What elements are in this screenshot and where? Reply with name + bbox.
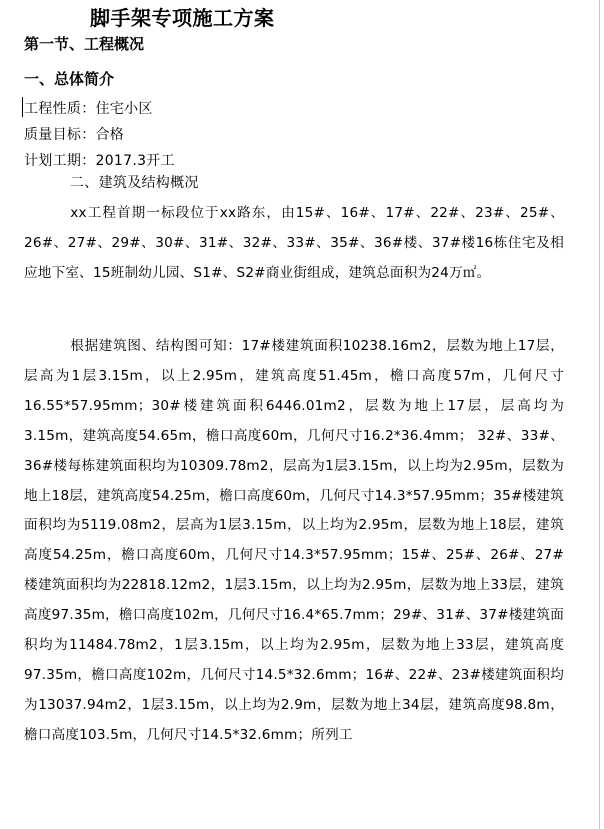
paragraph-building-details[interactable]: 根据建筑图、结构图可知：17#楼建筑面积10238.16m2，层数为地上17层，层高为1层3.15m，以上2.95m，建筑高度51.45m，檐口高度57m，几何尺寸16.55*57.95mm；30#楼建筑面积6446.01m2，层数为地上17层，层高均为3.15m，建筑高度54.65m，檐口高度60m，几何尺寸16.2*36.4mm； 32#、33#、36#楼每栋建筑面积均为10309.78m2，层高为1层3.15m，以上均为2.95m，层数为地上18层，建筑高度54.25m，檐口高度60m，几何尺寸14.3*57.95mm；35#楼建筑面积均为5119.08m2，层高为1层3.15m，以上均为2.95m，层数为地上18层，建筑高度54.25m，檐口高度60m，几何尺寸14.3*57.95mm；15#、25#、26#、27#楼建筑面积均为22818.12m2，1层3.15m，以上均为2.95m，层数为地上33层，建筑高度97.35m，檐口高度102m，几何尺寸16.4*65.7mm；29#、31#、37#楼建筑面积均为11484.78m2，1层3.15m，以上均为2.95m，层数为地上33层，建筑高度97.35m，檐口高度102m，几何尺寸14.5*32.6mm；16#、22#、23#楼建筑面积均为13037.94m2，1层3.15m，以上均为2.9m，层数为地上34层，建筑高度98.8m，檐口高度103.5m，几何尺寸14.5*32.6mm；所列工 [24,338,564,743]
page-edge-rule [599,0,600,829]
info-line-schedule[interactable]: 计划工期：2017.3开工 [24,153,175,169]
section-heading: 第一节、工程概况 [24,35,145,53]
document-title: 脚手架专项施工方案 [90,6,275,30]
info-line-project-nature[interactable]: 工程性质：住宅小区 [24,101,153,117]
paragraph-project-overview[interactable]: xx工程首期一标段位于xx路东，由15#、16#、17#、22#、23#、25#、26#、27#、29#、30#、31#、32#、33#、35#、36#楼、37#楼16栋住宅及相应地下室、15班制幼儿园、S1#、S2#商业街组成，建筑总面积为24万㎡。 [24,205,564,281]
info-line-quality-target[interactable]: 质量目标：合格 [24,127,125,143]
subheading-building-structure[interactable]: 二、建筑及结构概况 [70,175,199,191]
subsection-heading: 一、总体简介 [24,70,115,88]
text-cursor [22,97,23,117]
